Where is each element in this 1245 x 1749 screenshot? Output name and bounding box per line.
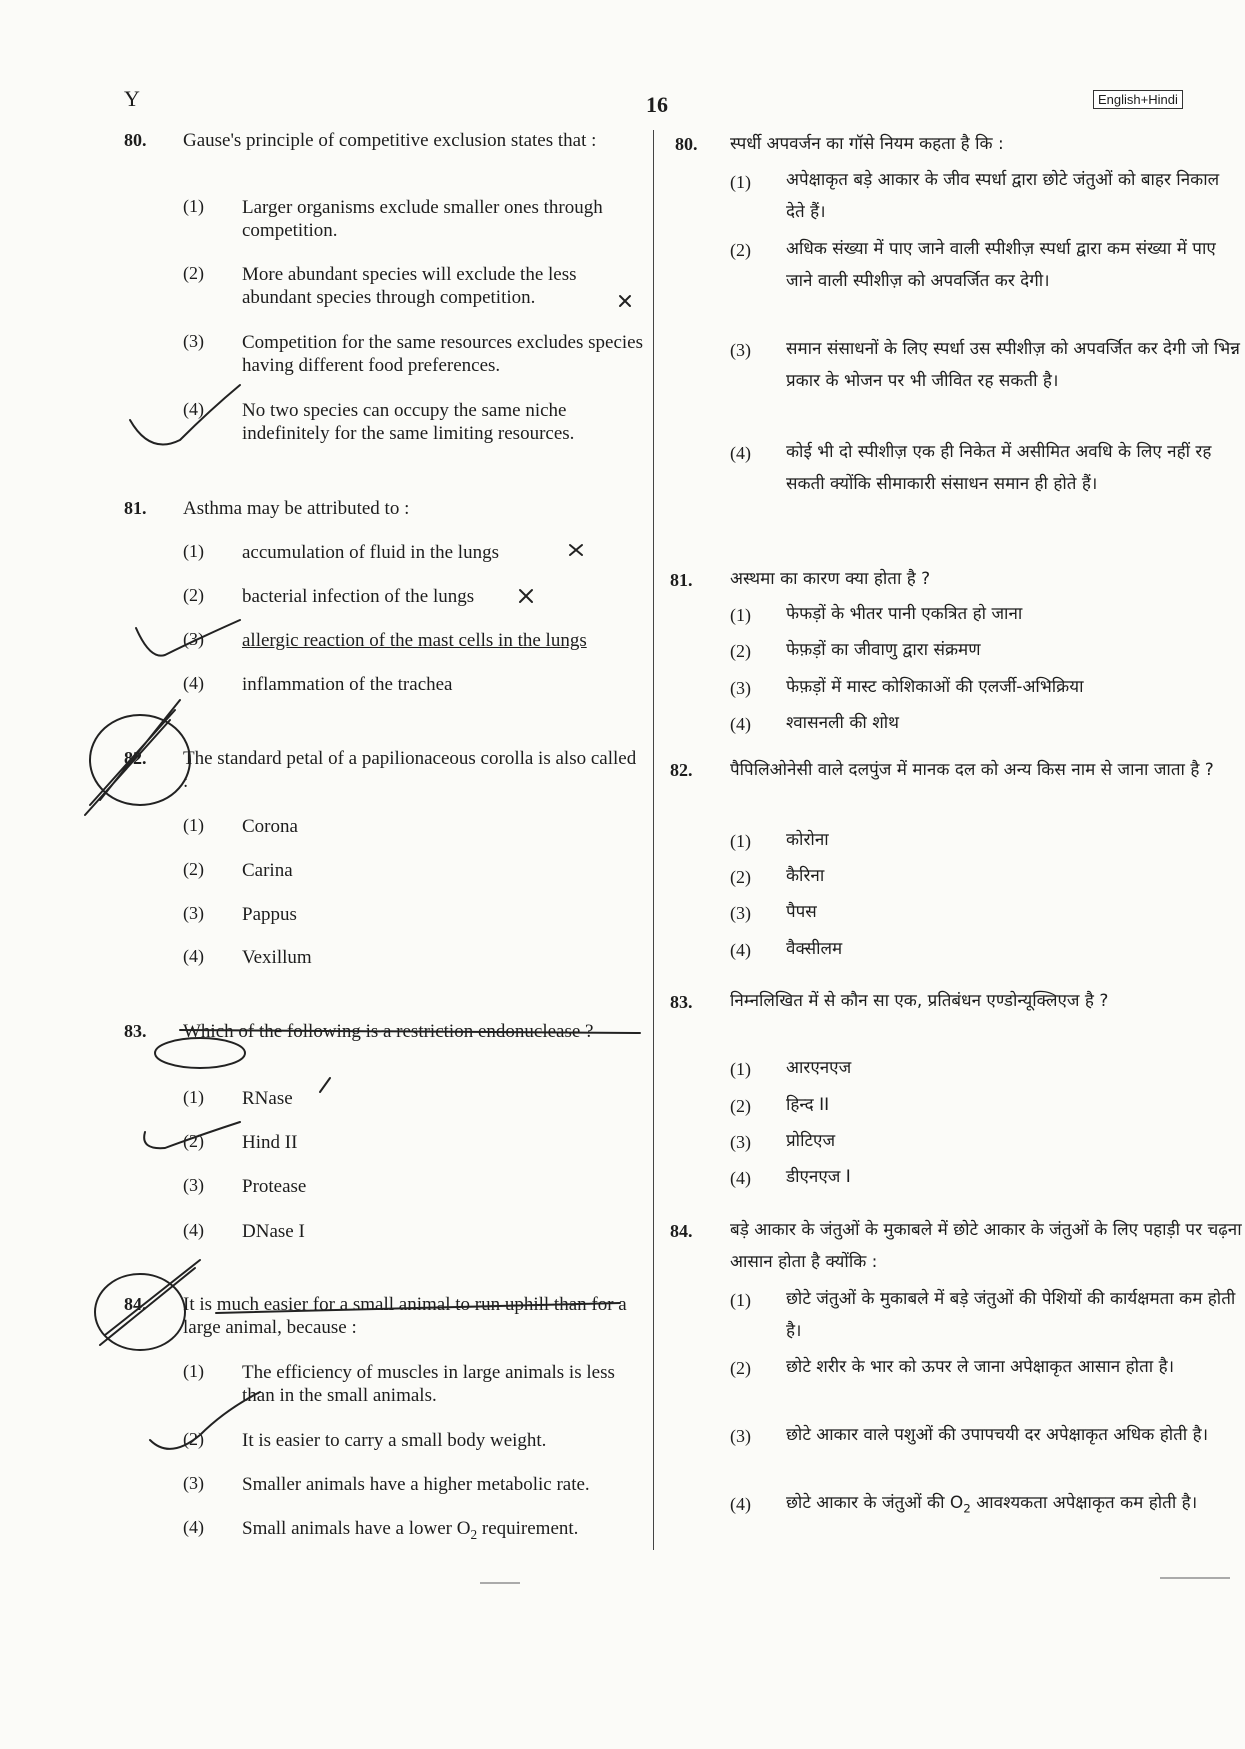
option-text: पैपस [786,902,817,922]
option-text: छोटे आकार के जंतुओं की $O_2$ आवश्यकता अपेक्षाकृत कम होती है। [786,1493,1198,1516]
option-text: कोरोना [786,830,829,850]
option-text: अपेक्षाकृत बड़े आकार के जीव स्पर्धा द्वारा छोटे जंतुओं को बाहर निकाल देते हैं। [786,170,1220,222]
question-number: 82. [670,760,693,780]
option-number: (4) [730,714,751,734]
page-number: 16 [646,92,668,117]
option-number: (2) [183,263,204,283]
option-number: (3) [730,903,751,923]
option-text: allergic reaction of the mast cells in the lungs [242,630,587,651]
option-number: (2) [730,641,751,661]
option-number: (1) [730,1059,751,1079]
option-text: DNase I [242,1221,305,1242]
option-text: Larger organisms exclude smaller ones through competition. [242,197,603,241]
option-number: (2) [183,859,204,879]
scan-artifacts [480,1578,1230,1583]
question-number: 83. [670,992,693,1012]
option-text: It is easier to carry a small body weight. [242,1430,547,1451]
option-number: (1) [183,196,204,216]
question-number: 82. [124,748,147,768]
option-number: (3) [183,629,204,649]
question-text: Which of the following is a restriction endonuclease ? [183,1021,594,1042]
option-number: (1) [730,1290,751,1310]
option-text: समान संसाधनों के लिए स्पर्धा उस स्पीशीज़ को अपवर्जित कर देगी जो भिन्न प्रकार के भोजन पर भी जीवित रह सकती है। [786,339,1240,391]
question-number: 80. [675,134,698,154]
option-text: छोटे आकार वाले पशुओं की उपापचयी दर अपेक्षाकृत अधिक होती है। [786,1425,1209,1445]
question-text: पैपिलिओनेसी वाले दलपुंज में मानक दल को अन्य किस नाम से जाना जाता है ? [730,760,1214,780]
language-badge: English+Hindi [1093,90,1183,109]
option-number: (4) [730,443,751,463]
option-number: (4) [730,1494,751,1514]
option-text: inflammation of the trachea [242,674,453,695]
option-text: bacterial infection of the lungs [242,586,475,607]
option-number: (4) [183,399,204,419]
option-text: फेफड़ों के भीतर पानी एकत्रित हो जाना [786,604,1023,624]
option-text: Pappus [242,904,297,925]
question-number: 80. [124,130,147,150]
question-number: 84. [124,1294,147,1314]
option-number: (2) [183,1131,204,1151]
option-text: वैक्सीलम [786,939,843,959]
question-text: The standard petal of a papilionaceous corolla is also called : [183,748,637,792]
option-number: (3) [183,903,204,923]
option-number: (3) [730,1426,751,1446]
question-number: 81. [670,570,693,590]
option-number: (2) [183,585,204,605]
option-text: छोटे जंतुओं के मुकाबले में बड़े जंतुओं की पेशियों की कार्यक्षमता कम होती है। [786,1289,1236,1341]
option-text: More abundant species will exclude the less abundant species through competition. [242,264,577,308]
question-number: 83. [124,1021,147,1041]
option-text: छोटे शरीर के भार को ऊपर ले जाना अपेक्षाकृत आसान होता है। [786,1357,1175,1377]
option-number: (2) [730,867,751,887]
option-number: (1) [183,815,204,835]
option-number: (1) [730,605,751,625]
option-text: Competition for the same resources excludes species having different food preferences. [242,332,643,376]
option-number: (1) [730,172,751,192]
option-text: Smaller animals have a higher metabolic rate. [242,1474,590,1495]
question-text: Asthma may be attributed to : [183,498,410,519]
option-number: (3) [730,678,751,698]
option-number: (1) [183,1361,204,1381]
question-number: 81. [124,498,147,518]
option-number: (2) [730,240,751,260]
option-text: फेफ़ड़ों का जीवाणु द्वारा संक्रमण [786,640,981,660]
option-number: (1) [183,541,204,561]
question-text: स्पर्धी अपवर्जन का गॉसे नियम कहता है कि : [730,134,1004,154]
option-number: (3) [730,340,751,360]
question-text: Gause's principle of competitive exclusion states that : [183,130,597,151]
option-number: (1) [730,831,751,851]
option-number: (3) [183,1175,204,1195]
option-number: (1) [183,1087,204,1107]
option-text: डीएनएज I [786,1167,851,1187]
option-number: (2) [730,1096,751,1116]
option-text: No two species can occupy the same niche indefinitely for the same limiting resources. [242,400,575,444]
option-text: Vexillum [242,947,312,968]
option-number: (3) [730,1132,751,1152]
column-divider [653,130,654,1550]
question-number: 84. [670,1221,693,1241]
option-text: accumulation of fluid in the lungs [242,542,499,563]
option-text: Corona [242,816,298,837]
option-text: Hind II [242,1132,298,1153]
question-text: अस्थमा का कारण क्या होता है ? [730,569,931,589]
option-number: (3) [183,331,204,351]
option-number: (4) [730,940,751,960]
option-text: The efficiency of muscles in large animals is less than in the small animals. [242,1362,615,1406]
option-text: Protease [242,1176,307,1197]
option-number: (2) [730,1358,751,1378]
option-number: (4) [183,1220,204,1240]
option-number: (2) [183,1429,204,1449]
option-text: हिन्द II [786,1095,830,1115]
question-text: It is much easier for a small animal to run uphill than for a large animal, because : [183,1294,627,1338]
option-text: Carina [242,860,293,881]
option-text: कोई भी दो स्पीशीज़ एक ही निकेत में असीमित अवधि के लिए नहीं रह सकती क्योंकि सीमाकारी संसाधन समान ही होते हैं। [786,442,1212,494]
page-letter: Y [124,86,140,111]
question-text: निम्नलिखित में से कौन सा एक, प्रतिबंधन एण्डोन्यूक्लिएज है ? [730,991,1109,1011]
option-number: (4) [183,673,204,693]
question-text: बड़े आकार के जंतुओं के मुकाबले में छोटे आकार के जंतुओं के लिए पहाड़ी पर चढ़ना आसान होता है क्योंकि : [730,1220,1242,1272]
option-number: (4) [183,1517,204,1537]
option-text: अधिक संख्या में पाए जाने वाली स्पीशीज़ स्पर्धा द्वारा कम संख्या में पाए जाने वाली स्पीशीज़ को अपवर्जित कर देगी। [786,239,1216,291]
option-text: आरएनएज [786,1058,852,1078]
option-number: (4) [730,1168,751,1188]
option-text: श्वासनली की शोथ [786,713,900,733]
option-text: कैरिना [786,866,825,886]
option-text: Small animals have a lower $O_2$ requirement. [242,1518,579,1542]
option-text: फेफ़ड़ों में मास्ट कोशिकाओं की एलर्जी-अभिक्रिया [786,677,1084,697]
option-number: (3) [183,1473,204,1493]
option-number: (4) [183,946,204,966]
option-text: RNase [242,1088,293,1109]
option-text: प्रोटिएज [786,1131,836,1151]
